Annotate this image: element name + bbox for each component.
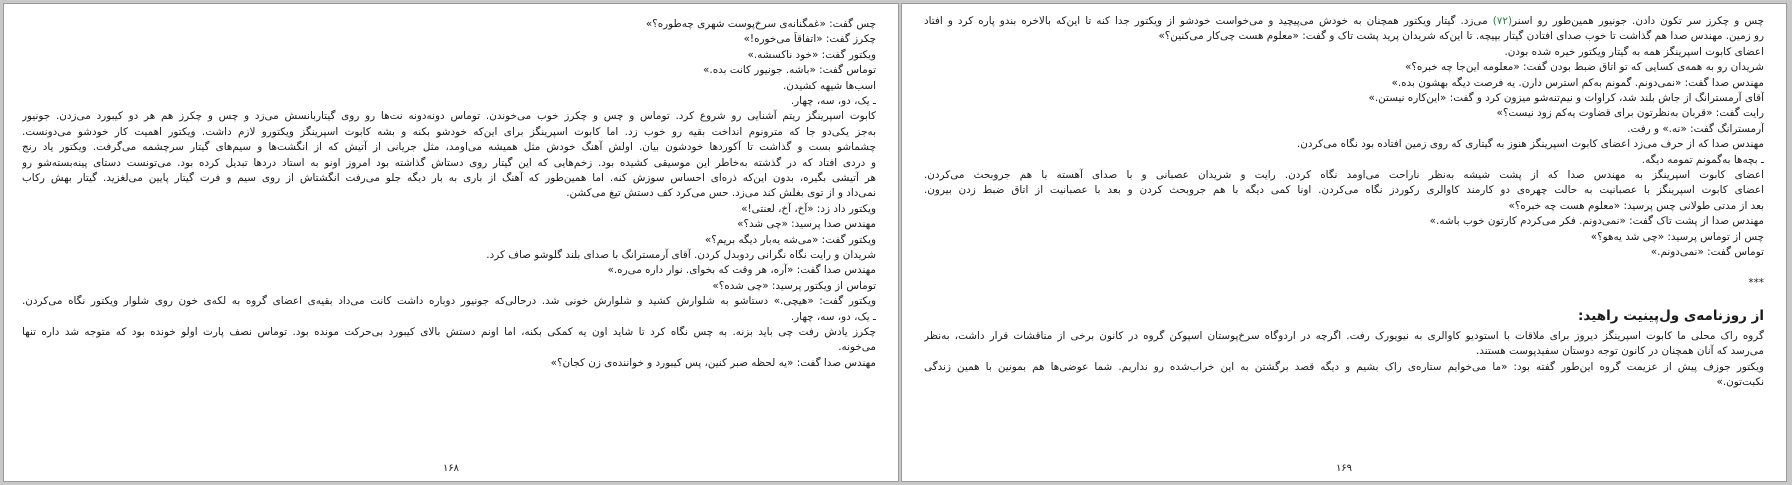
- text-line: توماس گفت: «باشه. جونیور کانت بده.»: [703, 64, 876, 77]
- text-line: نکبت‌تون.»: [1716, 376, 1764, 389]
- text-line: توماس گفت: «نمی‌دونم.»: [1650, 246, 1764, 259]
- text-line: ـ یک، دو، سه، چهار.: [790, 95, 876, 108]
- text-line: می‌خونه.: [838, 341, 876, 354]
- text-line: نمی‌داد و از توی بغلش کند می‌زد. حس می‌کرد کف دستش تیغ می‌کشن.: [566, 187, 876, 200]
- text-line: ـ بچه‌ها به‌گمونم تمومه دیگه.: [1641, 153, 1764, 166]
- text-line: ـ یک، دو، سه، چهار.: [790, 310, 876, 323]
- section-divider: ***: [1748, 277, 1764, 290]
- text-line: چشماشو بست و گذاشت تا آکوردها خودشون بیان. اولش آهنگ خودش مثل همیشه می‌اومد، مثل جریانی از آتیش که از انگشت‌ها و سیم‌های گیتار سرچشمه می‌گرفت. ویکتور یاد رنج: [22, 141, 876, 154]
- page-168: [3, 3, 899, 482]
- text-line: بعد از مدتی طولانی چس پرسید: «معلوم هست چه خبره؟»: [1508, 199, 1764, 212]
- text-line: ویکتور داد زد: «آخ، آخ، لعنتی!»: [741, 202, 876, 215]
- page-168-text: [22, 17, 876, 371]
- text-line: گروه راک محلی ما کابوت اسپرینگز دیروز برای ملاقات با استودیو کاوالری به نیویورک رفت. اگرچه در اردوگاه سرخ‌پوستان اسپوکن گروه در کانون برخی از مناقشات قرار داشت، به‌نظر: [924, 329, 1764, 342]
- text-line: مهندس صدا پرسید: «چی شد؟»: [737, 218, 876, 231]
- text-line: چس گفت: «غمگنانه‌ی سرخ‌پوست شهری چه‌طوره؟»: [645, 18, 876, 30]
- text-line: اسب‌ها شیهه کشیدن.: [783, 79, 876, 92]
- text-line: هر آتیشی بگیره، بدون این‌که ذره‌ای احساس سوزش کنه. اما همین‌طور که آهنگ از باری به بار دیگه جلو می‌رفت انگشتاش از روی سیم و فرت گیتار پایین می‌لغزید. گیتار بهش رکاب: [22, 172, 876, 184]
- text-line: ویکتور گفت: «خود ناکسشه.»: [747, 48, 876, 61]
- text-line: رایت گفت: «قربان به‌نظرتون برای قضاوت یه‌کم زود نیست؟»: [1496, 107, 1764, 120]
- page-169-dialogue: [924, 14, 1764, 260]
- text-segment: می‌زد. گیتار ویکتور همچنان به خودش می‌پیچید و می‌خواست خودشو از ویکتور جدا کنه تا این‌که بالاخره بندو پاره کرد و افتاد: [924, 15, 1493, 27]
- text-line: مهندس صدا گفت: «یه لحظه صبر کنین، پس کیبورد و خواننده‌ی زن کجان؟»: [550, 356, 876, 369]
- text-line: چکرز یادش رفت چی باید بزنه. به چس نگاه کرد تا شاید اون یه کمکی بکنه، اما اونم دستش بالای کیبورد بی‌حرکت مونده بود. توماس نصف پارت اولو خونده بود که متوجه شد داره تنها: [22, 326, 876, 339]
- page-number: ۱۶۹: [1335, 462, 1353, 474]
- text-line: کابوت اسپرینگز ریتم آشنایی رو شروع کرد. توماس و چس و چکرز خوب می‌خوندن. توماس دونه‌دونه نت‌ها رو روی گیتاربانسش می‌زد و چس و چکرز هم هر دو کیبورد می‌زدن. جونیور: [22, 110, 876, 123]
- text-line: ویکتور گفت: «می‌شه یه‌بار دیگه بریم؟»: [704, 233, 876, 246]
- text-line: شریدان و رایت نگاه نگرانی ردوبدل کردن. آقای آرمسترانگ با صدای بلند گلوشو صاف کرد.: [486, 249, 876, 262]
- text-line: مهندس صدا که از حرف می‌زد اعضای کابوت اسپرینگز هنوز به گیتاری که روی زمین افتاده بود نگاه می‌کردن.: [1296, 138, 1764, 151]
- text-line: [924, 14, 1764, 29]
- text-line: مهندس صدا از پشت تاک گفت: «نمی‌دونم. فکر می‌کردم کارتون خوب باشه.»: [1429, 215, 1764, 228]
- text-line: ویکتور گفت: «هیچی.» دستاشو به شلوارش کشید و شلوارش خونی شد. درحالی‌که جونیور دوباره داشت کانت می‌داد بقیه‌ی اعضای گروه به لکه‌ی خون روی شلوار ویکتور نگاه می‌کردن.: [22, 295, 876, 308]
- text-line: ویکتور جوزف پیش از عزیمت گروه این‌طور گفته بود: «ما می‌خوایم ستاره‌ی راک بشیم و دیگه قصد برگشتن به این خراب‌شده رو نداریم. شما عوضی‌ها هم بمونین با همین زندگی: [924, 360, 1764, 373]
- text-line: چس از توماس پرسید: «چی شد یه‌هو؟»: [1590, 230, 1764, 243]
- text-line: شریدان رو به همه‌ی کسایی که تو اتاق ضبط بودن گفت: «معلومه این‌جا چه خبره؟»: [1405, 61, 1764, 74]
- text-line: مهندس صدا گفت: «نمی‌دونم. گمونم به‌کم استرس دارن. یه فرصت دیگه بهشون بده.»: [1391, 76, 1764, 89]
- page-number: ۱۶۸: [442, 462, 460, 474]
- text-line: به‌جز یکی‌دو جا که مترونوم انداخت بقیه رو خوب زد. اما کابوت اسپرینگز برای این‌که خودشو بکنه و بشه کابوت اسپرینگز ویکتورو لازم داشت. ویکتور اهمیت کار خودشو می‌دونست.: [22, 125, 876, 138]
- page-169: [901, 3, 1787, 482]
- text-line: رو زمین. مهندس صدا هم گذاشت تا خوب صدای افتادن گیتار بپیچه. تا این‌که شریدان پرید پشت تاک و گفت: «معلوم هست چی‌کار می‌کنین؟»: [1158, 30, 1764, 43]
- text-line: آرمسترانگ گفت: «نه.» و رفت.: [1627, 122, 1764, 135]
- text-line: اعضای کابوت اسپرینگز همه به گیتار ویکتور خیره شده بودن.: [1504, 45, 1764, 58]
- text-line: آقای آرمسترانگ از جاش بلند شد، کراوات و نیم‌تنه‌شو میزون کرد و گفت: «این‌کاره نیستن.»: [1368, 92, 1764, 105]
- section-heading: از روزنامه‌ی ول‌پینیت راهید:: [1578, 307, 1764, 324]
- text-line: چکرز گفت: «اتفاقاً می‌خوره!»: [743, 33, 876, 46]
- text-line: و دردی افتاد که در گذشته به‌خاطر این موسیقی کشیده بود. زخم‌هایی که این گیتار روی دستاش گذاشته بود امروز اونو به استاد دردها تبدیل کرده بود. می‌تونست دستای پینه‌بسته‌شو رو: [22, 156, 876, 169]
- footnote-marker: (۷۲): [1492, 15, 1512, 27]
- text-segment: چس و چکرز سر تکون دادن. جونیور همین‌طور رو اسنر: [1512, 15, 1764, 27]
- newspaper-excerpt: [924, 329, 1764, 391]
- text-line: می‌رسد که آنان همچنان در کانون توجه دوستان سفیدپوست هستند.: [1475, 345, 1764, 358]
- text-line: اعضای کابوت اسپرینگز با عصبانیت به حالت چهره‌ی دو کارمند کاوالری رکوردز نگاه می‌کردن. اونا کمی دیگه با هم جروبحث کردن و بعد با عصبانیت از اتاق ضبط زدن بیرون.: [924, 184, 1764, 197]
- text-line: توماس از ویکتور پرسید: «چی شده؟»: [712, 279, 876, 292]
- text-line: مهندس صدا گفت: «آره، هر وقت که بخوای. نوار داره می‌ره.»: [607, 264, 876, 277]
- text-line: اعضای کابوت اسپرینگز به مهندس صدا که از پشت شیشه به‌نظر ناراحت می‌اومد نگاه کردن. رایت و شریدان عصبانی و با صدای آهسته با هم جروبحث می‌کردن.: [924, 169, 1764, 182]
